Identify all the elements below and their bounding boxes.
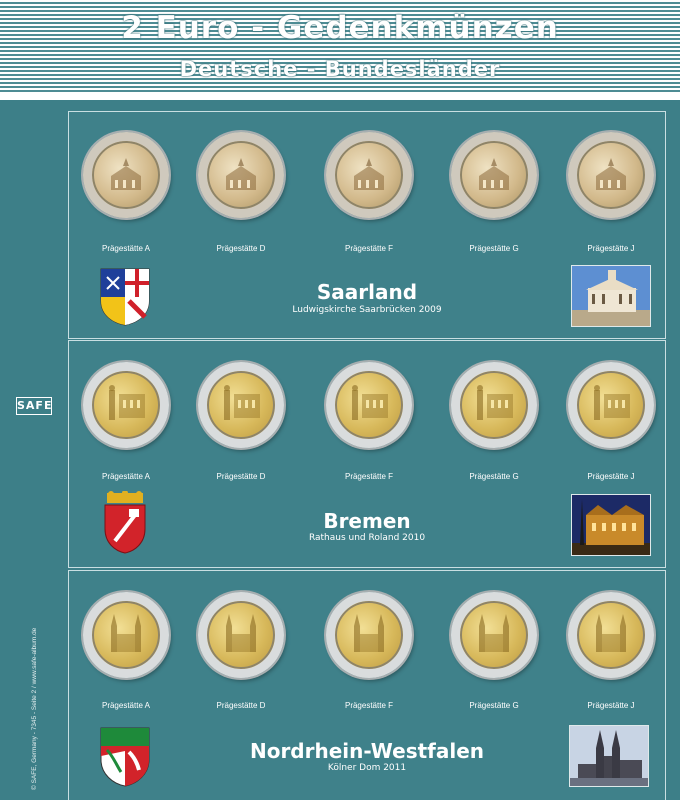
church-icon <box>101 150 151 200</box>
church-icon <box>344 150 394 200</box>
mint-label-f: Prägestätte F <box>344 472 394 481</box>
section-saarland <box>68 111 666 339</box>
page-header <box>0 0 680 92</box>
mint-label-j: Prägestätte J <box>587 701 635 710</box>
cathedral-icon <box>469 610 519 660</box>
mint-label-f: Prägestätte F <box>344 701 394 710</box>
copyright-credit: © SAFE, Germany - 7345 - Seite 2 / www.safe-album.de <box>31 627 38 790</box>
page-title: 2 Euro - Gedenkmünzen <box>121 10 559 46</box>
cathedral-icon <box>101 610 151 660</box>
coin-bremen-d[interactable] <box>198 362 284 448</box>
mint-label-g: Prägestätte G <box>469 701 519 710</box>
header-divider <box>0 92 680 100</box>
state-subtitle: Ludwigskirche Saarbrücken 2009 <box>292 305 442 315</box>
church-icon <box>586 150 636 200</box>
coin-nrw-f[interactable] <box>326 592 412 678</box>
church-icon <box>469 150 519 200</box>
page-subtitle: Deutsche - Bundesländer <box>179 57 501 81</box>
coin-nrw-j[interactable] <box>568 592 654 678</box>
mint-label-f: Prägestätte F <box>344 244 394 253</box>
town-hall-roland-icon <box>586 380 636 430</box>
coin-saarland-j[interactable] <box>568 132 654 218</box>
state-subtitle: Kölner Dom 2011 <box>327 763 407 773</box>
town-hall-roland-icon <box>344 380 394 430</box>
church-icon <box>216 150 266 200</box>
coin-nrw-a[interactable] <box>83 592 169 678</box>
mint-label-g: Prägestätte G <box>469 472 519 481</box>
coin-bremen-j[interactable] <box>568 362 654 448</box>
coin-nrw-g[interactable] <box>451 592 537 678</box>
cathedral-icon <box>344 610 394 660</box>
state-subtitle: Rathaus und Roland 2010 <box>308 533 426 543</box>
section-bremen <box>68 340 666 568</box>
town-hall-roland-icon <box>216 380 266 430</box>
town-hall-roland-icon <box>469 380 519 430</box>
ludwigskirche-photo <box>571 265 651 327</box>
state-name: Saarland <box>316 280 418 304</box>
mint-label-d: Prägestätte D <box>216 701 266 710</box>
mint-label-a: Prägestätte A <box>101 701 151 710</box>
coin-bremen-f[interactable] <box>326 362 412 448</box>
safe-logo: SAFE <box>16 397 52 415</box>
coin-saarland-a[interactable] <box>83 132 169 218</box>
state-name: Nordrhein-Westfalen <box>249 739 485 763</box>
cathedral-icon <box>216 610 266 660</box>
coin-bremen-a[interactable] <box>83 362 169 448</box>
state-name: Bremen <box>323 509 411 533</box>
mint-label-d: Prägestätte D <box>216 472 266 481</box>
coin-saarland-f[interactable] <box>326 132 412 218</box>
coin-bremen-g[interactable] <box>451 362 537 448</box>
koelner-dom-photo <box>569 725 649 787</box>
cathedral-icon <box>586 610 636 660</box>
mint-label-j: Prägestätte J <box>587 472 635 481</box>
mint-label-d: Prägestätte D <box>216 244 266 253</box>
coin-saarland-d[interactable] <box>198 132 284 218</box>
coin-saarland-g[interactable] <box>451 132 537 218</box>
section-nordrhein-westfalen <box>68 570 666 800</box>
mint-label-g: Prägestätte G <box>469 244 519 253</box>
mint-label-j: Prägestätte J <box>587 244 635 253</box>
mint-label-a: Prägestätte A <box>101 244 151 253</box>
coin-nrw-d[interactable] <box>198 592 284 678</box>
bremen-rathaus-photo <box>571 494 651 556</box>
town-hall-roland-icon <box>101 380 151 430</box>
mint-label-a: Prägestätte A <box>101 472 151 481</box>
